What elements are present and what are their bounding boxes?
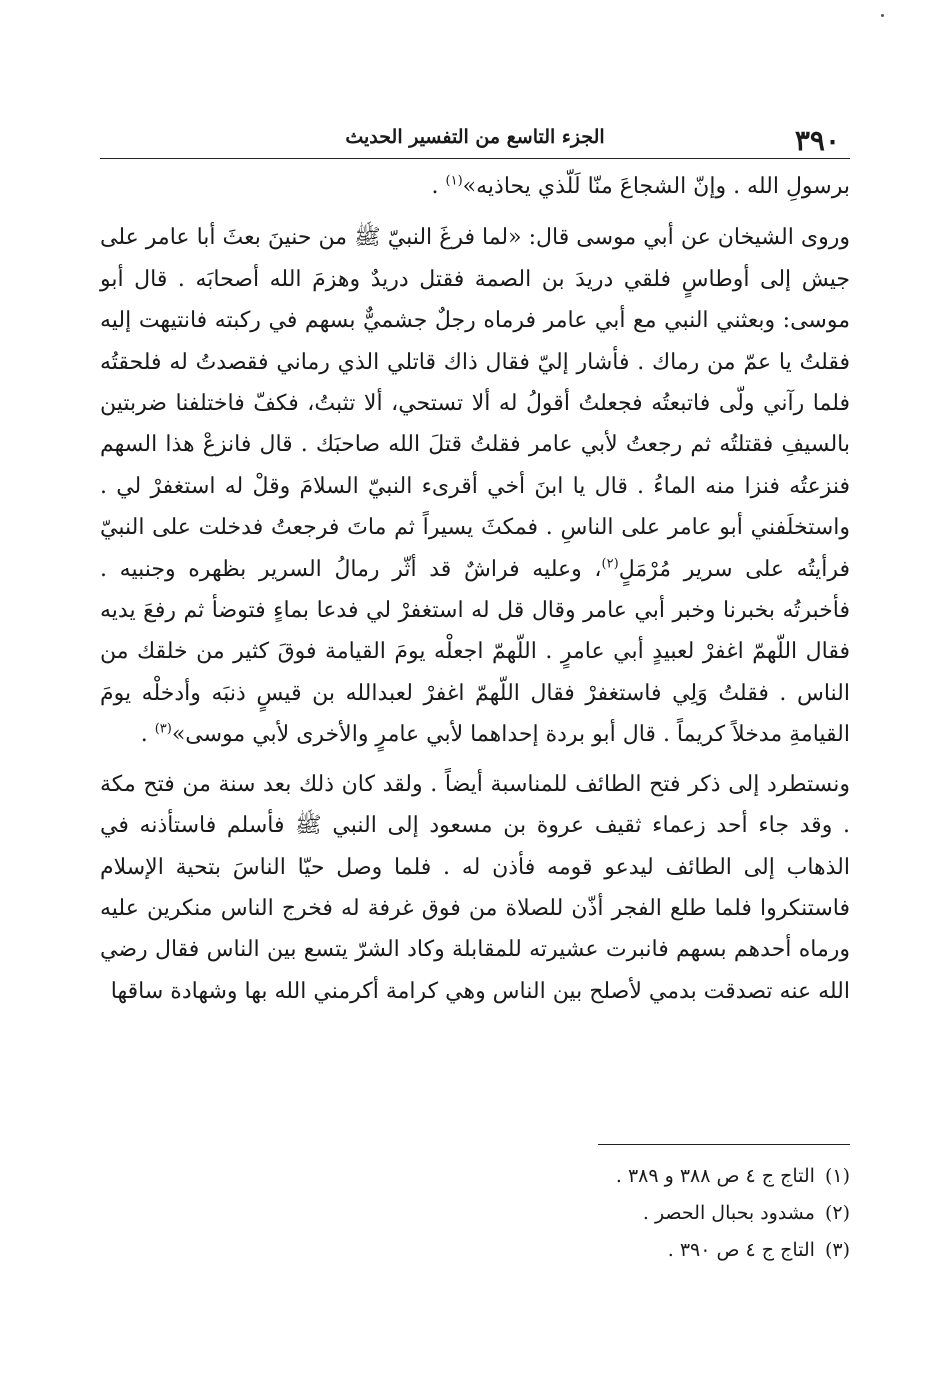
scan-speck (881, 14, 884, 17)
footnotes (100, 1158, 850, 1269)
footnote-2-number: (٢) (824, 1202, 850, 1224)
footnote-1 (100, 1158, 850, 1195)
paragraph-3-text: ونستطرد إلى ذكر فتح الطائف للمناسبة أيضاً . ولقد كان ذلك بعد سنة من فتح مكة . وقد جاء أحد زعماء ثقيف عروة بن مسعود إلى النبي ﷺ فأسلم فاستأذنه في الذهاب إلى الطائف ليدعو قومه فأذن له . فلما وصل حيّا الناسَ بتحية الإسلام فاستنكروا فلما طلع الفجر أذّن للصلاة من فوق غرفة له فخرج الناس منكرين عليه ورماه أحدهم بسهم فانبرت عشيرته للمقابلة وكاد الشرّ يتسع بين الناس فقال رضي الله عنه تصدقت بدمي لأصلح بين الناس وهي كرامة أكرمني الله بها وشهادة ساقها (100, 771, 850, 1004)
page-number: ٣٩٠ (794, 124, 840, 157)
paragraph-1 (100, 166, 850, 207)
footnote-ref-1[interactable]: (١) (445, 173, 463, 189)
main-text (100, 166, 850, 1012)
paragraph-2-end: . (140, 722, 155, 748)
paragraph-2-text-b: ، وعليه فراشٌ قد أثّر رمالُ السرير بظهره وجنبيه . فأخبرتُه بخبرنا وخبر أبي عامر وقال قل له استغفرْ لي فدعا بماءٍ فتوضأ ثم رفعَ يديه فقال اللّهمّ اغفرْ لعبيدٍ أبي عامرٍ . اللّهمّ اجعلْه يومَ القيامة فوقَ كثير من خلقك من الناس . فقلتُ وَلِي فاستغفرْ فقال اللّهمّ اغفرْ لعبدالله بن قيسٍ ذنبَه وأدخلْه يومَ القيامةِ مدخلاً كريماً . قال أبو بردة إحداهما لأبي عامرٍ والأخرى لأبي موسى» (100, 556, 850, 748)
book-title: الجزء التاسع من التفسير الحديث (345, 126, 605, 148)
footnote-ref-2[interactable]: (٢) (601, 556, 619, 572)
footnote-1-text: التاج ج ٤ ص ٣٨٨ و ٣٨٩ . (615, 1165, 815, 1187)
footnote-3-number: (٣) (824, 1239, 850, 1261)
footnote-separator (598, 1144, 850, 1145)
running-header (100, 118, 850, 159)
paragraph-2 (100, 217, 850, 755)
paragraph-1-end: . (431, 174, 446, 199)
footnote-2-text: مشدود بحبال الحصر . (642, 1202, 815, 1224)
footnote-2 (100, 1195, 850, 1232)
paragraph-1-text: برسولِ الله . وإنّ الشجاعَ منّا لَلّذي يحاذيه» (462, 174, 850, 199)
footnote-3-text: التاج ج ٤ ص ٣٩٠ . (667, 1239, 815, 1261)
footnote-3 (100, 1232, 850, 1269)
paragraph-3 (100, 764, 850, 1012)
footnote-1-number: (١) (824, 1165, 850, 1187)
paragraph-2-text-a: وروى الشيخان عن أبي موسى قال: «لما فرغَ النبيّ ﷺ من حنينَ بعثَ أبا عامر على جيش إلى أوطاسٍ فلقي دريدَ بن الصمة فقتل دريدٌ وهزمَ الله أصحابَه . قال أبو موسى: وبعثني النبي مع أبي عامر فرماه رجلٌ جشميٌّ بسهم في ركبته فانتيهت إليه فقلتُ يا عمّ من رماك . فأشار إليّ فقال ذاك قاتلي الذي رماني فقصدتُ له فلحقتُه فلما رآني ولّى فاتبعتُه فجعلتُ أقولُ له ألا تستحي، ألا تثبتُ، فكفّ فاختلفنا ضربتين بالسيفِ فقتلتُه ثم رجعتُ لأبي عامر فقلتُ قتلَ الله صاحبَك . قال فانزعْ هذا السهم فنزعتُه فنزا منه الماءُ . قال يا ابنَ أخي أقرىء النبيّ السلامَ وقلْ له استغفرْ لي . واستخلَفني أبو عامر على الناسِ . فمكثَ يسيراً ثم ماتَ فرجعتُ فدخلت على النبيّ فرأيتُه على سرير مُرْمَلٍ (100, 225, 851, 582)
footnote-ref-3[interactable]: (٣) (154, 721, 172, 737)
